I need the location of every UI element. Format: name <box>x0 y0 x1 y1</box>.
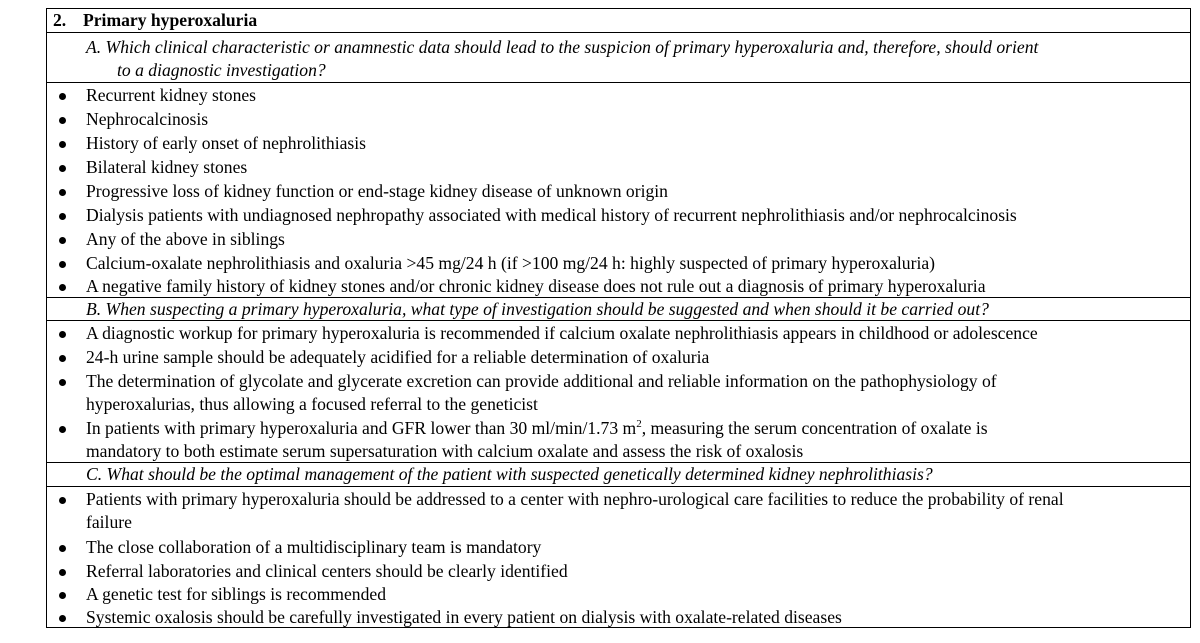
list-item-a2: Nephrocalcinosis <box>86 109 209 129</box>
list-item-a4: Bilateral kidney stones <box>86 157 248 177</box>
list-item-a7: Any of the above in siblings <box>86 229 285 249</box>
bullet-icon <box>59 165 66 172</box>
section-number: 2. <box>53 10 67 30</box>
superscript-2: 2 <box>636 418 642 431</box>
list-item-c1-line2: failure <box>86 512 132 532</box>
list-item-c4: A genetic test for siblings is recommended <box>86 584 387 604</box>
list-item-c1-line1: Patients with primary hyperoxaluria should be addressed to a center with nephro-urological care facilities to reduce the probability of renal <box>86 489 1064 509</box>
bullet-icon <box>59 355 66 362</box>
list-item-b3-line2: hyperoxalurias, thus allowing a focused referral to the geneticist <box>86 394 538 414</box>
section-title <box>53 9 257 32</box>
list-item-a5: Progressive loss of kidney function or end-stage kidney disease of unknown origin <box>86 181 668 201</box>
list-item-c5: Systemic oxalosis should be carefully investigated in every patient on dialysis with oxalate-related diseases <box>86 607 842 627</box>
bullet-icon <box>59 331 66 338</box>
bullet-icon <box>59 189 66 196</box>
question-a-line1: A. Which clinical characteristic or anamnestic data should lead to the suspicion of primary hyperoxaluria and, therefore, should orient <box>86 37 1039 57</box>
rule-after-question-a <box>46 82 1191 83</box>
list-item-c2: The close collaboration of a multidisciplinary team is mandatory <box>86 537 542 557</box>
list-item-b2: 24-h urine sample should be adequately acidified for a reliable determination of oxaluria <box>86 347 710 367</box>
bullet-icon <box>59 284 66 291</box>
bullet-icon <box>59 379 66 386</box>
question-b: B. When suspecting a primary hyperoxaluria, what type of investigation should be suggested and when should it be carried out? <box>86 299 989 319</box>
list-item-b4-text-cont: , measuring the serum concentration of oxalate is <box>641 418 988 438</box>
question-c: C. What should be the optimal management of the patient with suspected genetically determined kidney nephrolithiasis? <box>86 464 933 484</box>
list-item-a8: Calcium-oxalate nephrolithiasis and oxaluria >45 mg/24 h (if >100 mg/24 h: highly suspected of primary hyperoxaluria) <box>86 253 936 273</box>
bullet-icon <box>59 261 66 268</box>
list-item-a1: Recurrent kidney stones <box>86 85 257 105</box>
list-item-a9: A negative family history of kidney stones and/or chronic kidney disease does not rule out a diagnosis of primary hyperoxaluria <box>86 276 986 296</box>
list-item-a3: History of early onset of nephrolithiasis <box>86 133 366 153</box>
list-item-b1: A diagnostic workup for primary hyperoxaluria is recommended if calcium oxalate nephrolithiasis appears in childhood or adolescence <box>86 323 1038 343</box>
list-item-a6: Dialysis patients with undiagnosed nephropathy associated with medical history of recurrent nephrolithiasis and/or nephrocalcinosis <box>86 205 1017 225</box>
bullet-icon <box>59 615 66 622</box>
rule-after-title <box>46 32 1191 33</box>
bullet-icon <box>59 497 66 504</box>
bullet-icon <box>59 545 66 552</box>
list-item-b4-line2: mandatory to both estimate serum supersaturation with calcium oxalate and assess the risk of oxalosis <box>86 441 804 461</box>
bullet-icon <box>59 213 66 220</box>
list-item-b4-text: In patients with primary hyperoxaluria and GFR lower than 30 ml/min/1.73 m <box>86 418 637 438</box>
bullet-icon <box>59 141 66 148</box>
question-a-line2: to a diagnostic investigation? <box>117 60 326 80</box>
bullet-icon <box>59 117 66 124</box>
rule-after-question-c <box>46 486 1191 487</box>
bullet-icon <box>59 592 66 599</box>
bullet-icon <box>59 237 66 244</box>
list-item-c3: Referral laboratories and clinical centers should be clearly identified <box>86 561 568 581</box>
list-item-b4-line1 <box>86 417 988 440</box>
bullet-icon <box>59 426 66 433</box>
section-title-text: Primary hyperoxaluria <box>83 10 258 30</box>
bullet-icon <box>59 93 66 100</box>
bullet-icon <box>59 569 66 576</box>
list-item-b3-line1: The determination of glycolate and glycerate excretion can provide additional and reliable information on the pathophysiology of <box>86 371 997 391</box>
